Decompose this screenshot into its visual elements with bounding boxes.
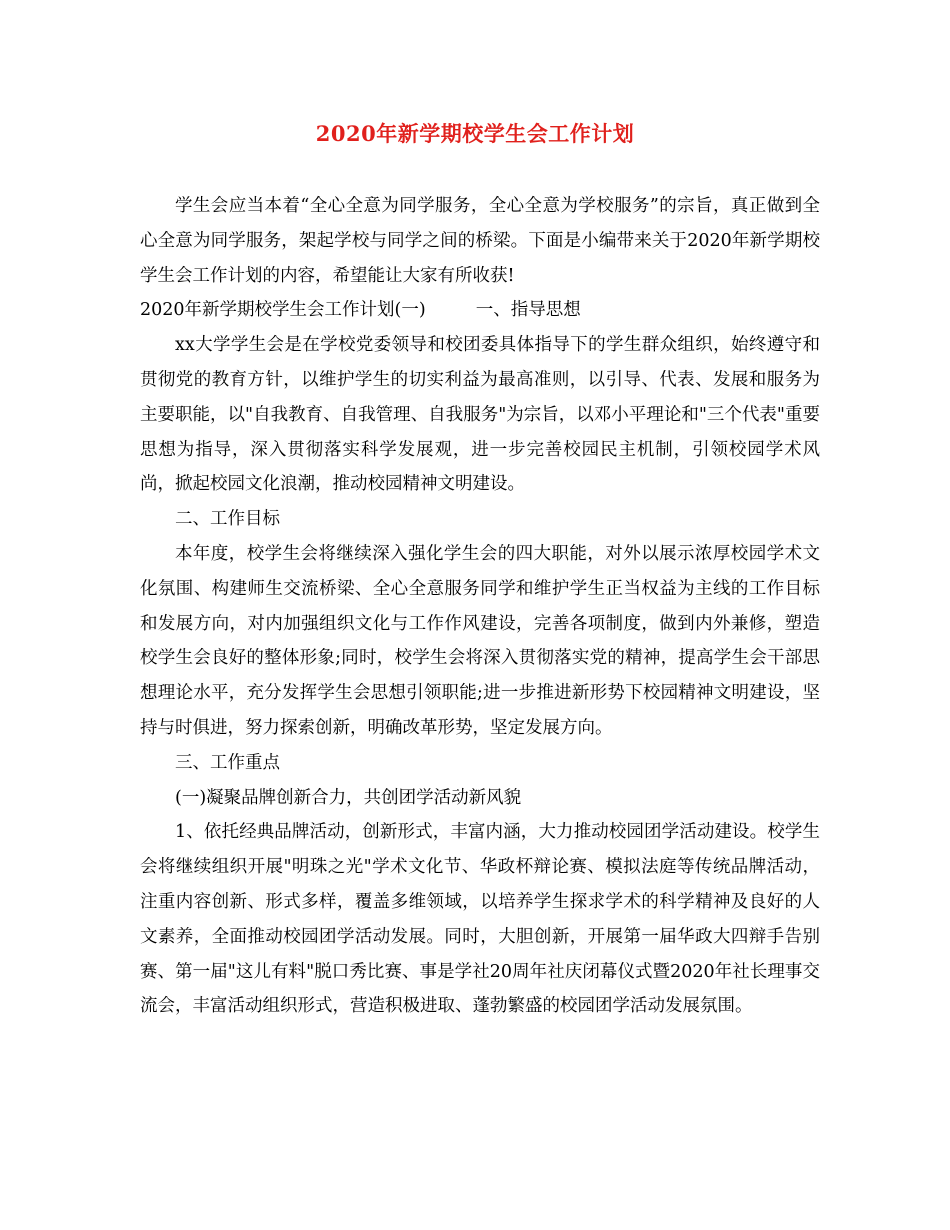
subheading-text: 2020年新学期校学生会工作计划(一) bbox=[140, 300, 426, 321]
subheading-line bbox=[140, 293, 820, 328]
intro-paragraph: 学生会应当本着“全心全意为同学服务，全心全意为学校服务”的宗旨，真正做到全心全意为同学服务，架起学校与同学之间的桥梁。下面是小编带来关于2020年新学期校学生会工作计划的内容，希望能让大家有所收获! bbox=[140, 196, 820, 286]
work-goals-paragraph: 本年度，校学生会将继续深入强化学生会的四大职能，对外以展示浓厚校园学术文化氛围、构建师生交流桥梁、全心全意服务同学和维护学生正当权益为主线的工作目标和发展方向，对内加强组织文化与工作作风建设，完善各项制度，做到内外兼修，塑造校学生会良好的整体形象;同时，校学生会将深入贯彻落实党的精神，提高学生会干部思想理论水平，充分发挥学生会思想引领职能;进一步推进新形势下校园精神文明建设，坚持与时俱进，努力探索创新，明确改革形势，坚定发展方向。 bbox=[140, 543, 820, 738]
brand-activities-paragraph: 1、依托经典品牌活动，创新形式，丰富内涵，大力推动校园团学活动建设。校学生会将继续组织开展"明珠之光"学术文化节、华政杯辩论赛、模拟法庭等传统品牌活动，注重内容创新、形式多样，覆盖多维领域，以培养学生探求学术的科学精神及良好的人文素养，全面推动校园团学活动发展。同时，大胆创新，开展第一届华政大四辩手告别赛、第一届"这儿有料"脱口秀比赛、事是学社20周年社庆闭幕仪式暨2020年社长理事交流会，丰富活动组织形式，营造积极进取、蓬勃繁盛的校园团学活动发展氛围。 bbox=[140, 822, 820, 1017]
section-heading-work-focus: 三、工作重点 bbox=[175, 752, 280, 773]
subsection-heading-brand: (一)凝聚品牌创新合力，共创团学活动新风貌 bbox=[175, 787, 522, 808]
section-heading-guiding-thought: 一、指导思想 bbox=[475, 300, 581, 321]
document-body bbox=[140, 189, 820, 1024]
document-title: 2020年新学期校学生会工作计划 bbox=[315, 121, 635, 146]
guiding-thought-paragraph: xx大学学生会是在学校党委领导和校团委具体指导下的学生群众组织，始终遵守和贯彻党的教育方针，以维护学生的切实利益为最高准则，以引导、代表、发展和服务为主要职能，以"自我教育、自我管理、自我服务"为宗旨，以邓小平理论和"三个代表"重要思想为指导，深入贯彻落实科学发展观，进一步完善校园民主机制，引领校园学术风尚，掀起校园文化浪潮，推动校园精神文明建设。 bbox=[140, 335, 820, 495]
section-heading-work-goals: 二、工作目标 bbox=[175, 509, 280, 530]
